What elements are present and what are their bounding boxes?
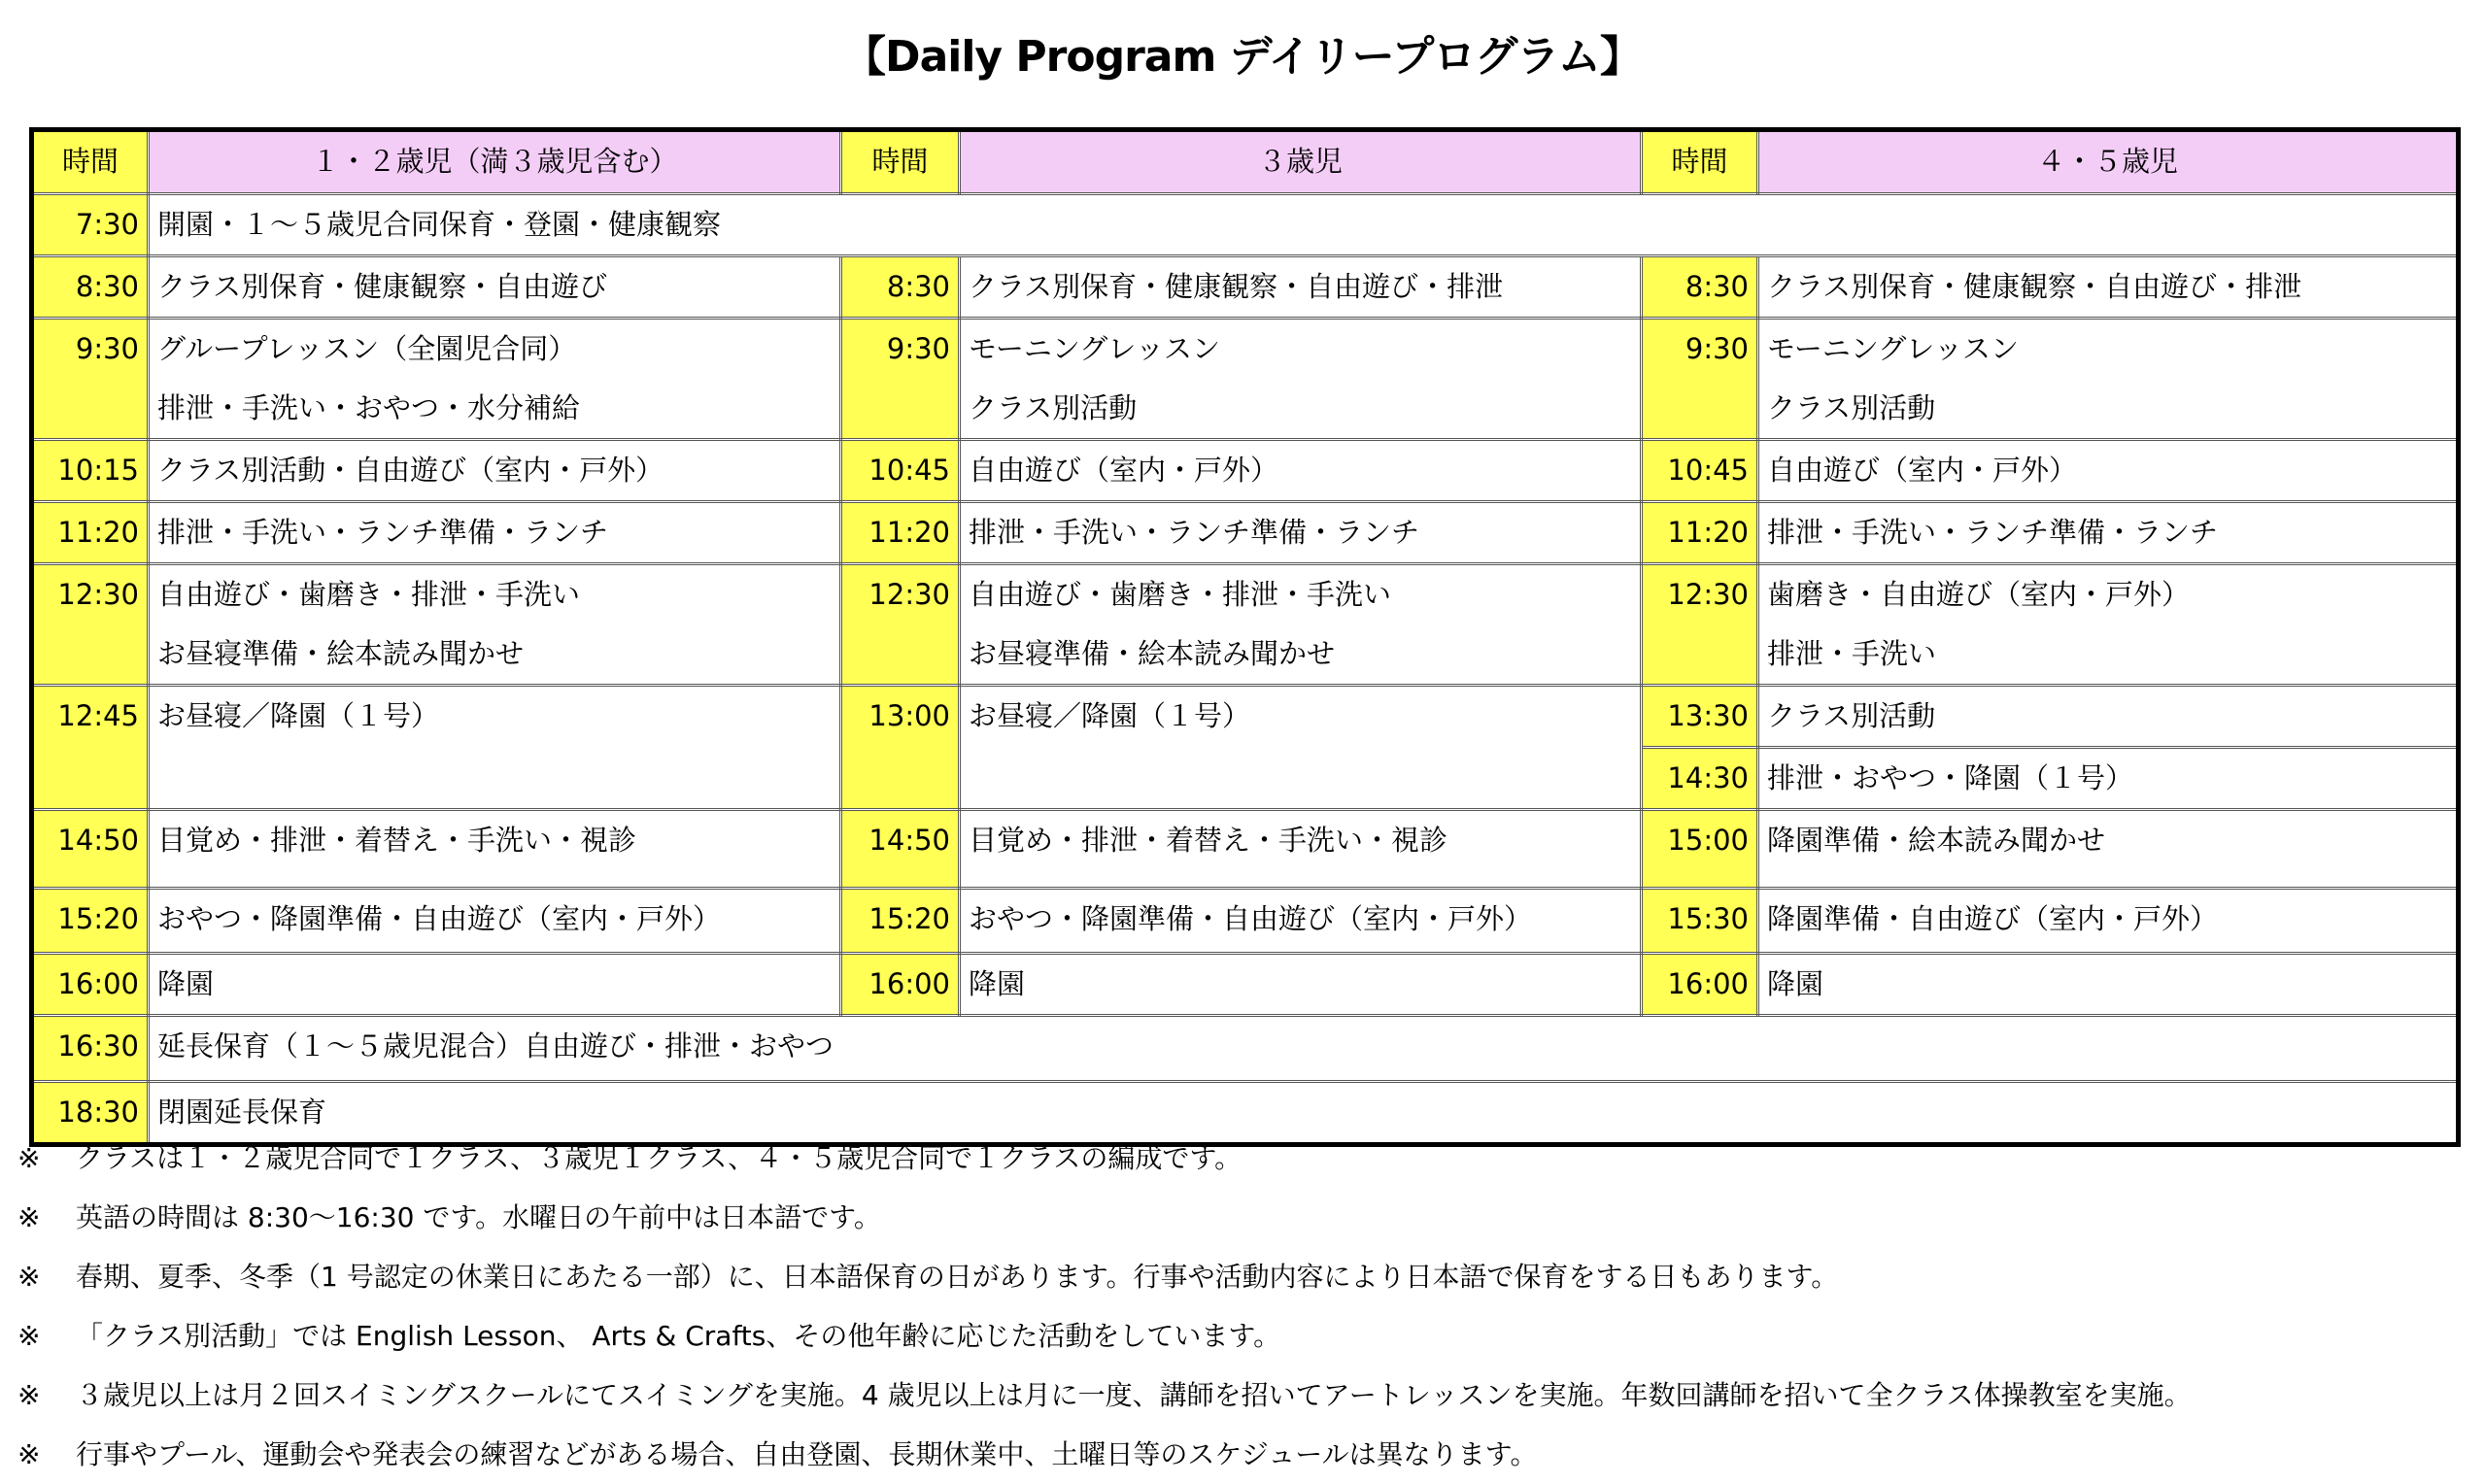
time-cell: 16:00 — [841, 954, 960, 1016]
time-cell: 15:20 — [841, 889, 960, 954]
activity-line: クラス別活動 — [1767, 391, 1936, 424]
time-cell: 8:30 — [32, 256, 149, 319]
reference-mark-icon: ※ — [17, 1142, 41, 1174]
footnote — [17, 1306, 2466, 1366]
time-cell: 8:30 — [841, 256, 960, 319]
table-row — [32, 440, 2459, 502]
daily-schedule-table — [29, 127, 2461, 1147]
time-cell: 7:30 — [32, 194, 149, 256]
footnote — [17, 1188, 2466, 1247]
activity-line: 歯磨き・自由遊び（室内・戸外） — [1767, 578, 2191, 611]
activity-cell: 排泄・手洗い・ランチ準備・ランチ — [960, 502, 1642, 564]
activity-cell: クラス別保育・健康観察・自由遊び・排泄 — [960, 256, 1642, 319]
time-cell: 11:20 — [841, 502, 960, 564]
time-cell: 15:20 — [32, 889, 149, 954]
activity-line: 排泄・手洗い・おやつ・水分補給 — [157, 391, 581, 424]
activity-line: 排泄・手洗い — [1767, 637, 1937, 670]
time-cell: 13:30 — [1642, 686, 1758, 748]
activity-cell: お昼寝／降園（１号） — [960, 686, 1642, 810]
footnote — [17, 1366, 2466, 1425]
activity-cell: 降園準備・自由遊び（室内・戸外） — [1758, 889, 2459, 954]
activity-cell — [149, 319, 841, 440]
page-title: 【Daily Program デイリープログラム】 — [843, 32, 1642, 82]
time-cell: 14:50 — [32, 810, 149, 889]
activity-line: 自由遊び・歯磨き・排泄・手洗い — [157, 578, 581, 611]
table-row — [32, 686, 2459, 748]
time-cell: 14:30 — [1642, 748, 1758, 810]
time-cell: 12:30 — [1642, 564, 1758, 686]
time-cell: 14:50 — [841, 810, 960, 889]
time-cell: 9:30 — [1642, 319, 1758, 440]
activity-cell: 降園 — [149, 954, 841, 1016]
time-cell: 11:20 — [32, 502, 149, 564]
activity-cell: クラス別活動・自由遊び（室内・戸外） — [149, 440, 841, 502]
activity-cell — [1758, 319, 2459, 440]
activity-cell: 閉園延長保育 — [149, 1082, 2459, 1145]
activity-cell: 排泄・手洗い・ランチ準備・ランチ — [1758, 502, 2459, 564]
reference-mark-icon: ※ — [17, 1261, 41, 1293]
activity-cell: クラス別活動 — [1758, 686, 2459, 748]
footnote-text: 「クラス別活動」では English Lesson、 Arts & Crafts、その他年齢に応じた活動をしています。 — [76, 1320, 1281, 1352]
time-cell: 16:00 — [32, 954, 149, 1016]
time-cell: 8:30 — [1642, 256, 1758, 319]
time-cell: 12:45 — [32, 686, 149, 810]
activity-line: お昼寝準備・絵本読み聞かせ — [969, 637, 1336, 670]
table-row — [32, 889, 2459, 954]
footnote-text: 行事やプール、運動会や発表会の練習などがある場合、自由登園、長期休業中、土曜日等のスケジュールは異なります。 — [76, 1438, 1538, 1470]
time-cell: 9:30 — [32, 319, 149, 440]
time-cell: 10:15 — [32, 440, 149, 502]
time-cell: 18:30 — [32, 1082, 149, 1145]
header-class-12: １・２歳児（満３歳児含む） — [149, 130, 841, 194]
table-row — [32, 319, 2459, 440]
time-cell: 15:00 — [1642, 810, 1758, 889]
table-row — [32, 954, 2459, 1016]
time-cell: 10:45 — [1642, 440, 1758, 502]
activity-cell: おやつ・降園準備・自由遊び（室内・戸外） — [960, 889, 1642, 954]
activity-line: グループレッスン（全園児合同） — [157, 332, 577, 365]
activity-cell: 延長保育（１～５歳児混合）自由遊び・排泄・おやつ — [149, 1016, 2459, 1082]
header-row — [32, 130, 2459, 194]
footnote — [17, 1425, 2466, 1484]
time-cell: 10:45 — [841, 440, 960, 502]
footnote-text: 英語の時間は 8:30～16:30 です。水曜日の午前中は日本語です。 — [76, 1201, 881, 1233]
activity-cell: クラス別保育・健康観察・自由遊び — [149, 256, 841, 319]
table-row — [32, 1016, 2459, 1082]
footnote — [17, 1247, 2466, 1306]
activity-cell: 降園 — [1758, 954, 2459, 1016]
reference-mark-icon: ※ — [17, 1201, 41, 1233]
activity-cell — [960, 319, 1642, 440]
activity-cell: おやつ・降園準備・自由遊び（室内・戸外） — [149, 889, 841, 954]
activity-cell: 目覚め・排泄・着替え・手洗い・視診 — [960, 810, 1642, 889]
footnote-text: ３歳児以上は月２回スイミングスクールにてスイミングを実施。4 歳児以上は月に一度、講師を招いてアートレッスンを実施。年数回講師を招いて全クラス体操教室を実施。 — [76, 1379, 2192, 1411]
activity-cell: 排泄・手洗い・ランチ準備・ランチ — [149, 502, 841, 564]
table-row — [32, 502, 2459, 564]
header-class-3: ３歳児 — [960, 130, 1642, 194]
footnote-text: クラスは１・２歳児合同で１クラス、３歳児１クラス、４・５歳児合同で１クラスの編成です。 — [76, 1142, 1242, 1174]
activity-cell: 自由遊び（室内・戸外） — [960, 440, 1642, 502]
footnotes — [17, 1129, 2466, 1484]
header-time-12: 時間 — [32, 130, 149, 194]
footnote-text: 春期、夏季、冬季（1 号認定の休業日にあたる一部）に、日本語保育の日があります。行事や活動内容により日本語で保育をする日もあります。 — [76, 1261, 1839, 1293]
reference-mark-icon: ※ — [17, 1379, 41, 1411]
time-cell: 15:30 — [1642, 889, 1758, 954]
activity-line: お昼寝準備・絵本読み聞かせ — [157, 637, 525, 670]
time-cell: 16:30 — [32, 1016, 149, 1082]
activity-line: モーニングレッスン — [1767, 332, 2019, 365]
time-cell: 12:30 — [32, 564, 149, 686]
activity-line: モーニングレッスン — [969, 332, 1220, 365]
activity-cell: お昼寝／降園（１号） — [149, 686, 841, 810]
activity-cell: 排泄・おやつ・降園（１号） — [1758, 748, 2459, 810]
activity-line: 自由遊び・歯磨き・排泄・手洗い — [969, 578, 1392, 611]
time-cell: 11:20 — [1642, 502, 1758, 564]
activity-line: クラス別活動 — [969, 391, 1138, 424]
activity-cell — [149, 564, 841, 686]
header-time-45: 時間 — [1642, 130, 1758, 194]
footnote — [17, 1129, 2466, 1188]
activity-cell — [1758, 564, 2459, 686]
header-class-45: ４・５歳児 — [1758, 130, 2459, 194]
time-cell: 13:00 — [841, 686, 960, 810]
activity-cell — [960, 564, 1642, 686]
activity-cell: 目覚め・排泄・着替え・手洗い・視診 — [149, 810, 841, 889]
time-cell: 12:30 — [841, 564, 960, 686]
table-row — [32, 810, 2459, 889]
activity-cell: 自由遊び（室内・戸外） — [1758, 440, 2459, 502]
activity-cell: 降園 — [960, 954, 1642, 1016]
activity-cell: 降園準備・絵本読み聞かせ — [1758, 810, 2459, 889]
table-row — [32, 194, 2459, 256]
time-cell: 16:00 — [1642, 954, 1758, 1016]
table-row — [32, 564, 2459, 686]
activity-cell: 開園・１～５歳児合同保育・登園・健康観察 — [149, 194, 2459, 256]
reference-mark-icon: ※ — [17, 1438, 41, 1470]
header-time-3: 時間 — [841, 130, 960, 194]
activity-cell: クラス別保育・健康観察・自由遊び・排泄 — [1758, 256, 2459, 319]
time-cell: 9:30 — [841, 319, 960, 440]
reference-mark-icon: ※ — [17, 1320, 41, 1352]
table-row — [32, 256, 2459, 319]
